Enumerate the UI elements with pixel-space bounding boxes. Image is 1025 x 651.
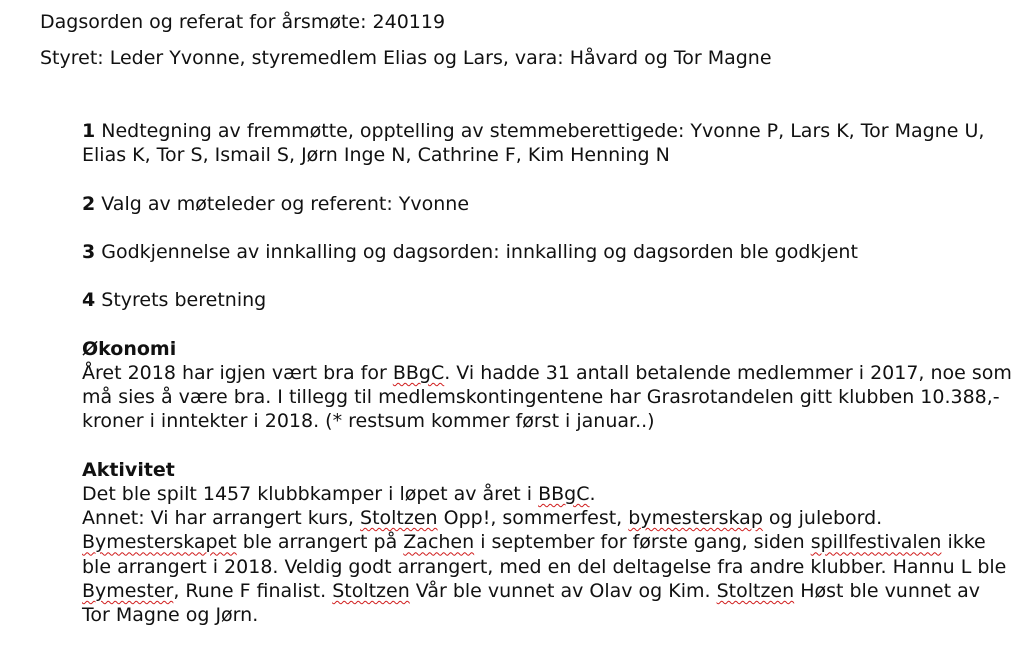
text-span: Det ble spilt 1457 klubbkamper i løpet av året i [82, 482, 539, 505]
agenda-item-text: Styrets beretning [95, 289, 267, 312]
document-title: Dagsorden og referat for årsmøte: 240119 [40, 11, 446, 33]
section-aktivitet [82, 458, 1012, 627]
text-span: Høst ble vunnet av Tor Magne og Jørn. [82, 579, 980, 626]
text-span: Opp!, sommerfest, [437, 507, 629, 530]
spellcheck-word: Bymester [82, 579, 174, 602]
agenda-item-number: 4 [82, 289, 96, 312]
agenda-item-text: Nedtegning av fremmøtte, opptelling av stemmeberettigede: Yvonne P, Lars K, Tor Magne U, Elias K, Tor S, Ismail S, Jørn Inge N, Cathrine F, Kim Henning N [82, 120, 985, 167]
aktivitet-paragraph [82, 506, 1012, 627]
agenda-item-3 [82, 240, 1012, 264]
spellcheck-word: spillfestivalen [810, 531, 942, 554]
spellcheck-word: BBgC [392, 361, 445, 384]
agenda-item-number: 2 [82, 192, 96, 215]
spellcheck-word: Stoltzen [360, 507, 438, 530]
section-title-okonomi: Økonomi [82, 337, 177, 360]
agenda-item-1 [82, 119, 1012, 167]
board-members: Styret: Leder Yvonne, styremedlem Elias og Lars, vara: Håvard og Tor Magne [40, 47, 772, 69]
text-span: Året 2018 har igjen vært bra for [82, 361, 393, 384]
text-span: . Vi hadde 31 antall betalende medlemmer i 2017, noe som må sies å være bra. I tillegg til medlemskontingentene har Grasrotandelen gitt klubben 10.388,- kroner i inntekter i 2018. (* restsum kommer først i januar..) [82, 361, 1012, 433]
section-title-aktivitet: Aktivitet [82, 458, 175, 481]
spellcheck-word: Zachen [403, 531, 475, 554]
document-body [82, 119, 1012, 651]
aktivitet-line-1 [82, 482, 1012, 506]
text-span: i september for første gang, siden [474, 531, 811, 554]
agenda-item-text: Valg av møteleder og referent: Yvonne [95, 192, 470, 215]
spellcheck-word: Bymesterskapet [82, 531, 237, 554]
spellcheck-word: Stoltzen [716, 579, 795, 602]
section-okonomi [82, 337, 1012, 434]
text-span: Annet: Vi har arrangert kurs, [82, 507, 361, 530]
document-header [40, 10, 1010, 70]
text-span: . [589, 482, 596, 505]
text-span: ble arrangert på [236, 531, 404, 554]
agenda-item-number: 1 [82, 120, 96, 142]
agenda-item-number: 3 [82, 240, 96, 263]
agenda-item-2 [82, 192, 1012, 216]
spellcheck-word: Stoltzen [332, 579, 410, 602]
text-span: Vår ble vunnet av Olav og Kim. [409, 579, 717, 602]
spellcheck-word: bymesterskap [628, 507, 763, 530]
text-span: ikke ble arrangert i 2018. Veldig godt arrangert, med en del deltagelse fra andre klubber. Hannu L ble [82, 531, 1007, 578]
agenda-item-4 [82, 288, 1012, 312]
text-span: , Rune F finalist. [173, 579, 333, 602]
okonomi-paragraph [82, 361, 1012, 434]
spellcheck-word: BBgC [538, 482, 590, 505]
agenda-item-text: Godkjennelse av innkalling og dagsorden: innkalling og dagsorden ble godkjent [95, 240, 858, 263]
text-span: og julebord. [762, 507, 883, 530]
